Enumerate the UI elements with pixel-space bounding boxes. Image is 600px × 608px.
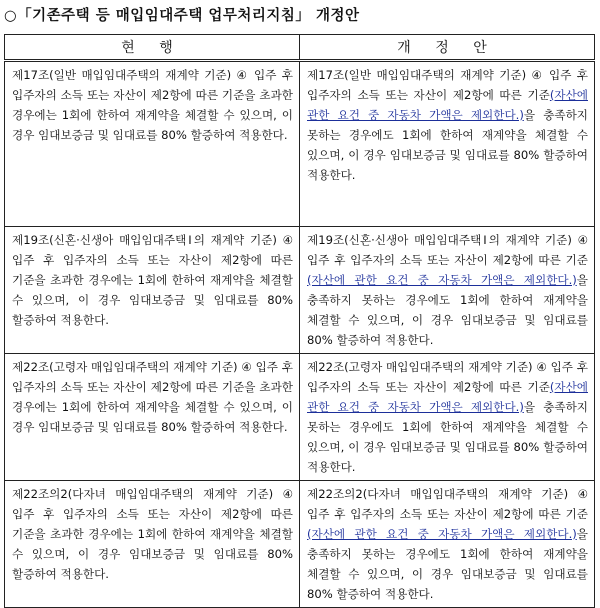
cell-revised (300, 481, 595, 608)
amended-text: (자산에 관한 요건 중 자동차 가액은 제외한다.) (307, 527, 577, 541)
table-row (5, 61, 595, 227)
revised-text: 을 충족하지 못하는 경우에도 1회에 한하여 재계약을 체결할 수 있으며, 이 경우 임대보증금 및 임대료를 80% 할증하여 적용한다. (307, 527, 588, 601)
cell-revised (300, 61, 595, 227)
table-row (5, 481, 595, 608)
cell-revised (300, 354, 595, 481)
cell-current: 제22조의2(다자녀 매입임대주택의 재계약 기준) ④ 입주 후 입주자의 소득 또는 자산이 제2항에 따른 기준을 초과한 경우에는 1회에 한하여 재계약을 체결할 수 있으며, 이 경우 임대보증금 및 임대료를 80% 할증하여 적용한다. (5, 481, 300, 608)
amended-text: (자산에 관한 요건 중 자동차 가액은 제외한다.) (307, 273, 577, 287)
document-title: ○「기존주택 등 매입임대주택 업무처리지침」 개정안 (4, 8, 360, 24)
revised-text: 을 충족하지 못하는 경우에도 1회에 한하여 재계약을 체결할 수 있으며, 이 경우 임대보증금 및 임대료를 80% 할증하여 적용한다. (307, 108, 588, 182)
table-row (5, 354, 595, 481)
revised-text: 제22조(고령자 매입임대주택의 재계약 기준) ④ 입주 후 입주자의 소득 또는 자산이 제2항에 따른 기준 (307, 360, 588, 394)
header-current: 현 행 (5, 35, 300, 61)
cell-current: 제19조(신혼·신생아 매입임대주택Ⅰ의 재계약 기준) ④ 입주 후 입주자의 소득 또는 자산이 제2항에 따른 기준을 초과한 경우에는 1회에 한하여 재계약을 체결할 수 있으며, 이 경우 임대보증금 및 임대료를 80% 할증하여 적용한다. (5, 227, 300, 354)
comparison-table (4, 34, 595, 608)
revised-text: 을 충족하지 못하는 경우에도 1회에 한하여 재계약을 체결할 수 있으며, 이 경우 임대보증금 및 임대료를 80% 할증하여 적용한다. (307, 400, 588, 474)
amended-text: (자산에 관한 요건 중 자동차 가액은 제외한다.) (307, 88, 588, 122)
cell-current: 제22조(고령자 매입임대주택의 재계약 기준) ④ 입주 후 입주자의 소득 또는 자산이 제2항에 따른 기준을 초과한 경우에는 1회에 한하여 재계약을 체결할 수 있으며, 이 경우 임대보증금 및 임대료를 80% 할증하여 적용한다. (5, 354, 300, 481)
table-header-row (5, 35, 595, 61)
table-row (5, 227, 595, 354)
amended-text: (자산에 관한 요건 중 자동차 가액은 제외한다.) (307, 380, 588, 414)
revised-text: 제22조의2(다자녀 매입임대주택의 재계약 기준) ④ 입주 후 입주자의 소득 또는 자산이 제2항에 따른 기준 (307, 487, 588, 521)
revised-text: 제19조(신혼·신생아 매입임대주택Ⅰ의 재계약 기준) ④ 입주 후 입주자의 소득 또는 자산이 제2항에 따른 기준 (307, 233, 588, 267)
revised-text: 을 충족하지 못하는 경우에도 1회에 한하여 재계약을 체결할 수 있으며, 이 경우 임대보증금 및 임대료를 80% 할증하여 적용한다. (307, 273, 588, 347)
cell-current: 제17조(일반 매입임대주택의 재계약 기준) ④ 입주 후 입주자의 소득 또는 자산이 제2항에 따른 기준을 초과한 경우에는 1회에 한하여 재계약을 체결할 수 있으며, 이 경우 임대보증금 및 임대료를 80% 할증하여 적용한다. (5, 61, 300, 227)
cell-revised (300, 227, 595, 354)
header-revised: 개 정 안 (300, 35, 595, 61)
revised-text: 제17조(일반 매입임대주택의 재계약 기준) ④ 입주 후 입주자의 소득 또는 자산이 제2항에 따른 기준 (307, 68, 588, 102)
